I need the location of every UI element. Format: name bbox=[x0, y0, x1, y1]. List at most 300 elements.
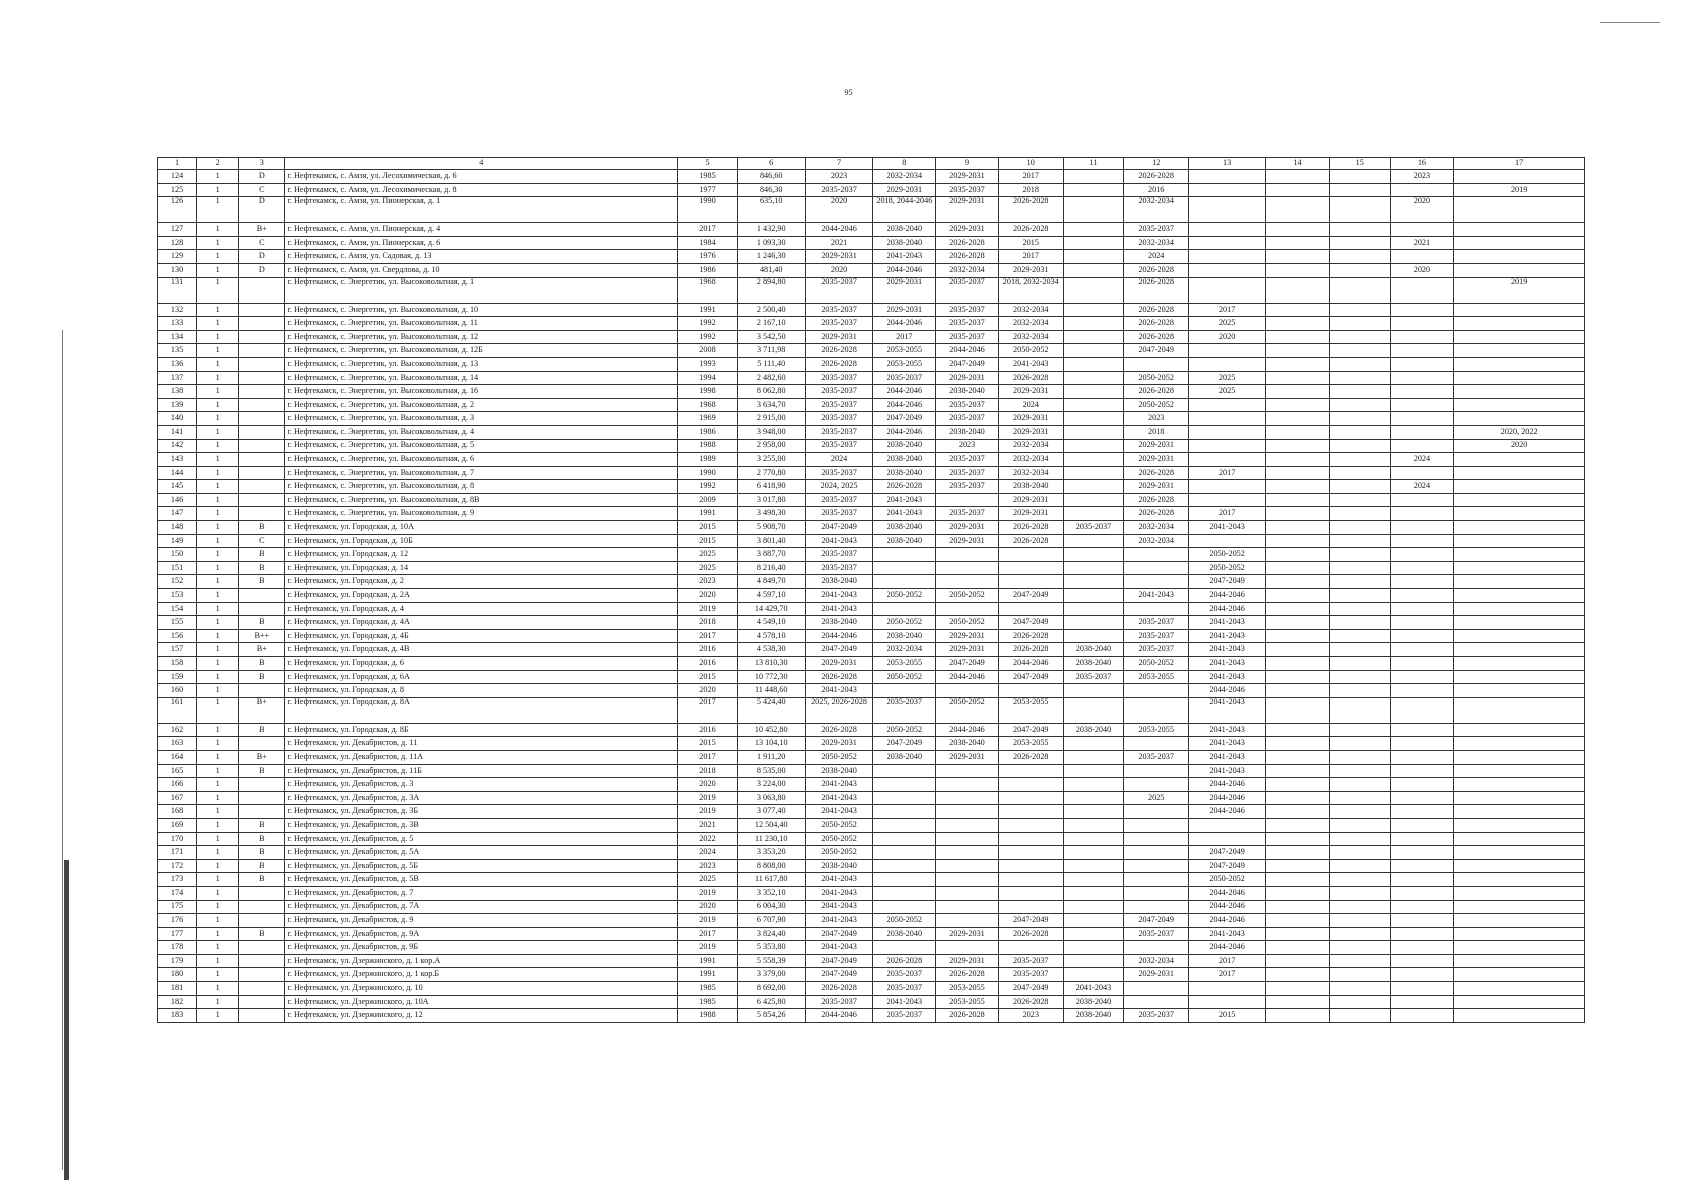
address-cell: г. Нефтекамск, ул. Городская, д. 10А bbox=[285, 521, 678, 535]
table-cell: 2053-2055 bbox=[873, 357, 936, 371]
table-cell bbox=[1390, 412, 1454, 426]
table-cell: 2035-2037 bbox=[936, 277, 999, 303]
table-cell: 2026-2028 bbox=[1124, 493, 1189, 507]
table-cell: 2041-2043 bbox=[805, 941, 873, 955]
table-cell bbox=[1063, 846, 1124, 860]
table-cell: 1 246,30 bbox=[737, 250, 805, 264]
address-cell: г. Нефтекамск, ул. Дзержинского, д. 10 bbox=[285, 982, 678, 996]
table-cell bbox=[998, 873, 1063, 887]
table-cell bbox=[873, 548, 936, 562]
table-cell: 2050-2052 bbox=[936, 697, 999, 723]
table-cell: 165 bbox=[158, 764, 197, 778]
table-cell: 2024 bbox=[678, 846, 738, 860]
table-cell: 124 bbox=[158, 170, 197, 184]
address-cell: г. Нефтекамск, с. Энергетик, ул. Высоковольтная, д. 3 bbox=[285, 412, 678, 426]
table-cell: 2026-2028 bbox=[1124, 466, 1189, 480]
table-cell: 2018 bbox=[998, 183, 1063, 197]
table-cell bbox=[1063, 303, 1124, 317]
table-cell bbox=[873, 791, 936, 805]
table-cell bbox=[1266, 954, 1330, 968]
table-cell: 2035-2037 bbox=[873, 968, 936, 982]
table-cell bbox=[1124, 886, 1189, 900]
table-cell bbox=[1189, 425, 1266, 439]
table-cell bbox=[239, 900, 285, 914]
table-cell: 2035-2037 bbox=[805, 398, 873, 412]
table-cell: 3 379,00 bbox=[737, 968, 805, 982]
table-row bbox=[158, 657, 1585, 671]
table-cell bbox=[1454, 398, 1585, 412]
table-cell bbox=[1390, 873, 1454, 887]
table-cell bbox=[936, 778, 999, 792]
table-cell bbox=[1266, 629, 1330, 643]
table-cell bbox=[1063, 616, 1124, 630]
table-cell bbox=[1390, 466, 1454, 480]
table-cell bbox=[1390, 303, 1454, 317]
table-cell bbox=[1454, 507, 1585, 521]
table-cell bbox=[998, 684, 1063, 698]
table-cell bbox=[1454, 643, 1585, 657]
table-cell: 3 353,20 bbox=[737, 846, 805, 860]
table-cell: 2017 bbox=[1189, 507, 1266, 521]
binding-edge-bar bbox=[64, 860, 69, 1180]
table-cell bbox=[1063, 750, 1124, 764]
table-cell: 2029-2031 bbox=[936, 750, 999, 764]
table-cell: 3 711,98 bbox=[737, 344, 805, 358]
table-cell: 2047-2049 bbox=[1189, 575, 1266, 589]
table-cell: 4 597,10 bbox=[737, 589, 805, 603]
table-cell: 163 bbox=[158, 737, 197, 751]
table-cell: 133 bbox=[158, 317, 197, 331]
table-cell: 139 bbox=[158, 398, 197, 412]
address-cell: г. Нефтекамск, ул. Декабристов, д. 3 bbox=[285, 778, 678, 792]
table-cell: 2041-2043 bbox=[805, 778, 873, 792]
table-cell bbox=[1329, 629, 1390, 643]
table-cell: 3 542,50 bbox=[737, 330, 805, 344]
table-cell bbox=[1329, 357, 1390, 371]
table-cell: 2032-2034 bbox=[998, 330, 1063, 344]
table-cell bbox=[1063, 859, 1124, 873]
column-header-5: 5 bbox=[678, 158, 738, 170]
table-cell: 4 849,70 bbox=[737, 575, 805, 589]
table-cell: 2016 bbox=[678, 657, 738, 671]
table-row bbox=[158, 575, 1585, 589]
table-cell bbox=[1454, 589, 1585, 603]
table-cell bbox=[1329, 385, 1390, 399]
table-cell bbox=[1189, 170, 1266, 184]
table-cell bbox=[1329, 466, 1390, 480]
table-cell bbox=[1124, 357, 1189, 371]
table-cell bbox=[1390, 317, 1454, 331]
table-row bbox=[158, 723, 1585, 737]
table-cell: 151 bbox=[158, 561, 197, 575]
table-cell bbox=[1390, 1009, 1454, 1023]
table-cell: 5 111,40 bbox=[737, 357, 805, 371]
table-cell: 2035-2037 bbox=[936, 466, 999, 480]
table-cell bbox=[936, 575, 999, 589]
table-cell bbox=[1063, 886, 1124, 900]
table-cell bbox=[1390, 575, 1454, 589]
table-row bbox=[158, 303, 1585, 317]
table-cell: 3 077,40 bbox=[737, 805, 805, 819]
table-cell bbox=[1124, 561, 1189, 575]
address-cell: г. Нефтекамск, ул. Городская, д. 2А bbox=[285, 589, 678, 603]
table-cell: 2024, 2025 bbox=[805, 480, 873, 494]
table-cell bbox=[1063, 805, 1124, 819]
table-cell: 2023 bbox=[1390, 170, 1454, 184]
table-cell: B bbox=[239, 832, 285, 846]
table-cell bbox=[998, 764, 1063, 778]
table-cell: 11 448,60 bbox=[737, 684, 805, 698]
table-cell bbox=[239, 493, 285, 507]
table-cell: B bbox=[239, 873, 285, 887]
table-cell: 2044-2046 bbox=[1189, 589, 1266, 603]
table-cell bbox=[1266, 385, 1330, 399]
table-cell bbox=[936, 791, 999, 805]
table-cell: 2020 bbox=[678, 684, 738, 698]
table-cell bbox=[1454, 344, 1585, 358]
table-row bbox=[158, 697, 1585, 723]
table-cell bbox=[1329, 1009, 1390, 1023]
table-row bbox=[158, 900, 1585, 914]
address-cell: г. Нефтекамск, ул. Декабристов, д. 3Б bbox=[285, 805, 678, 819]
table-cell bbox=[1266, 982, 1330, 996]
table-cell bbox=[936, 886, 999, 900]
table-cell bbox=[239, 602, 285, 616]
table-row bbox=[158, 371, 1585, 385]
table-cell: 2050-2052 bbox=[873, 670, 936, 684]
table-cell: 130 bbox=[158, 263, 197, 277]
table-cell bbox=[1266, 643, 1330, 657]
table-cell bbox=[1266, 914, 1330, 928]
table-cell: 131 bbox=[158, 277, 197, 303]
table-cell bbox=[1454, 737, 1585, 751]
table-cell bbox=[1329, 643, 1390, 657]
table-cell bbox=[1266, 886, 1330, 900]
table-cell bbox=[1266, 317, 1330, 331]
table-cell: 2053-2055 bbox=[1124, 723, 1189, 737]
table-cell: 2035-2037 bbox=[805, 548, 873, 562]
address-cell: г. Нефтекамск, с. Амзя, ул. Лесохимическая, д. 8 bbox=[285, 183, 678, 197]
table-cell: 2029-2031 bbox=[1124, 480, 1189, 494]
table-cell bbox=[1124, 941, 1189, 955]
table-cell: 2050-2052 bbox=[805, 832, 873, 846]
table-row bbox=[158, 412, 1585, 426]
table-cell bbox=[1189, 818, 1266, 832]
table-cell bbox=[1454, 561, 1585, 575]
table-cell: 635,10 bbox=[737, 197, 805, 223]
table-cell: 1 bbox=[197, 873, 239, 887]
table-cell: 2016 bbox=[678, 723, 738, 737]
table-cell bbox=[1266, 263, 1330, 277]
table-cell bbox=[1390, 277, 1454, 303]
table-cell bbox=[1454, 453, 1585, 467]
table-cell: 2044-2046 bbox=[936, 723, 999, 737]
table-cell bbox=[873, 778, 936, 792]
table-row bbox=[158, 941, 1585, 955]
table-cell: 2035-2037 bbox=[873, 982, 936, 996]
table-cell: D bbox=[239, 197, 285, 223]
table-cell bbox=[1454, 385, 1585, 399]
table-cell bbox=[1266, 846, 1330, 860]
table-cell: 2009 bbox=[678, 493, 738, 507]
table-cell bbox=[1454, 466, 1585, 480]
table-cell bbox=[1266, 750, 1330, 764]
table-cell bbox=[1454, 629, 1585, 643]
table-cell: 1 bbox=[197, 425, 239, 439]
table-cell: 2035-2037 bbox=[936, 412, 999, 426]
table-cell: 2047-2049 bbox=[1189, 846, 1266, 860]
table-cell bbox=[239, 684, 285, 698]
table-cell: D bbox=[239, 250, 285, 264]
table-cell bbox=[1266, 1009, 1330, 1023]
table-cell: 126 bbox=[158, 197, 197, 223]
table-cell: 1985 bbox=[678, 982, 738, 996]
address-cell: г. Нефтекамск, с. Энергетик, ул. Высоковольтная, д. 13 bbox=[285, 357, 678, 371]
table-cell bbox=[1390, 846, 1454, 860]
table-cell bbox=[998, 778, 1063, 792]
table-cell bbox=[1390, 886, 1454, 900]
table-cell: B bbox=[239, 846, 285, 860]
table-cell: B bbox=[239, 657, 285, 671]
table-cell bbox=[1189, 223, 1266, 237]
housing-repair-schedule-table bbox=[157, 157, 1585, 1023]
table-cell: 2026-2028 bbox=[998, 197, 1063, 223]
table-cell: 2032-2034 bbox=[998, 317, 1063, 331]
table-cell bbox=[1329, 657, 1390, 671]
table-row bbox=[158, 927, 1585, 941]
table-cell: 2035-2037 bbox=[805, 412, 873, 426]
table-cell bbox=[873, 873, 936, 887]
table-cell bbox=[1189, 534, 1266, 548]
table-cell: 1 bbox=[197, 521, 239, 535]
table-cell: 2020, 2022 bbox=[1454, 425, 1585, 439]
table-cell bbox=[1390, 629, 1454, 643]
table-cell: 2 958,00 bbox=[737, 439, 805, 453]
table-cell: 10 452,80 bbox=[737, 723, 805, 737]
table-cell bbox=[1454, 764, 1585, 778]
table-cell: 846,30 bbox=[737, 183, 805, 197]
table-cell bbox=[1329, 723, 1390, 737]
table-cell: 1 bbox=[197, 480, 239, 494]
table-cell bbox=[1124, 982, 1189, 996]
table-cell bbox=[1390, 657, 1454, 671]
table-cell: 2041-2043 bbox=[1189, 643, 1266, 657]
address-cell: г. Нефтекамск, ул. Городская, д. 8А bbox=[285, 697, 678, 723]
table-cell: 2038-2040 bbox=[873, 521, 936, 535]
table-row bbox=[158, 277, 1585, 303]
table-cell: 2047-2049 bbox=[805, 954, 873, 968]
table-cell: 2038-2040 bbox=[873, 236, 936, 250]
table-cell: 2035-2037 bbox=[998, 954, 1063, 968]
table-row bbox=[158, 493, 1585, 507]
table-cell: 6 418,90 bbox=[737, 480, 805, 494]
table-cell: 164 bbox=[158, 750, 197, 764]
table-cell bbox=[998, 859, 1063, 873]
address-cell: г. Нефтекамск, ул. Городская, д. 2 bbox=[285, 575, 678, 589]
table-cell bbox=[1063, 914, 1124, 928]
table-cell: 2047-2049 bbox=[998, 982, 1063, 996]
address-cell: г. Нефтекамск, ул. Городская, д. 14 bbox=[285, 561, 678, 575]
table-cell bbox=[1329, 317, 1390, 331]
table-cell: 5 854,26 bbox=[737, 1009, 805, 1023]
table-row bbox=[158, 236, 1585, 250]
table-cell bbox=[1454, 995, 1585, 1009]
table-cell: 2015 bbox=[678, 670, 738, 684]
table-cell: 1985 bbox=[678, 995, 738, 1009]
table-cell bbox=[1390, 643, 1454, 657]
table-cell bbox=[1063, 344, 1124, 358]
table-cell bbox=[1063, 250, 1124, 264]
table-cell: 2025 bbox=[1189, 317, 1266, 331]
table-cell: 2020 bbox=[678, 900, 738, 914]
table-cell: 1993 bbox=[678, 357, 738, 371]
table-cell bbox=[1063, 371, 1124, 385]
address-cell: г. Нефтекамск, ул. Дзержинского, д. 12 bbox=[285, 1009, 678, 1023]
table-cell: 2041-2043 bbox=[1189, 723, 1266, 737]
table-cell: 2035-2037 bbox=[805, 425, 873, 439]
column-header-11: 11 bbox=[1063, 158, 1124, 170]
table-cell bbox=[1124, 575, 1189, 589]
table-cell bbox=[1329, 684, 1390, 698]
table-cell bbox=[239, 480, 285, 494]
table-cell: 2053-2055 bbox=[936, 982, 999, 996]
table-cell: 2018, 2032-2034 bbox=[998, 277, 1063, 303]
table-cell: 2017 bbox=[998, 170, 1063, 184]
table-cell: 2017 bbox=[1189, 954, 1266, 968]
table-cell: 2050-2052 bbox=[1124, 657, 1189, 671]
table-cell: 129 bbox=[158, 250, 197, 264]
address-cell: г. Нефтекамск, ул. Декабристов, д. 3В bbox=[285, 818, 678, 832]
table-cell bbox=[239, 886, 285, 900]
table-cell: 172 bbox=[158, 859, 197, 873]
table-cell: 2038-2040 bbox=[873, 750, 936, 764]
table-cell: 2032-2034 bbox=[1124, 534, 1189, 548]
address-cell: г. Нефтекамск, с. Энергетик, ул. Высоковольтная, д. 16 bbox=[285, 385, 678, 399]
table-cell: 2035-2037 bbox=[936, 183, 999, 197]
table-cell: 1 bbox=[197, 791, 239, 805]
table-cell: 4 538,30 bbox=[737, 643, 805, 657]
table-cell: 2050-2052 bbox=[936, 589, 999, 603]
table-cell: 2041-2043 bbox=[805, 886, 873, 900]
table-row bbox=[158, 223, 1585, 237]
table-cell bbox=[1266, 223, 1330, 237]
table-cell: 2032-2034 bbox=[998, 466, 1063, 480]
table-cell bbox=[1390, 791, 1454, 805]
table-cell: 1977 bbox=[678, 183, 738, 197]
table-cell: 14 429,70 bbox=[737, 602, 805, 616]
table-cell bbox=[1063, 466, 1124, 480]
table-cell: 127 bbox=[158, 223, 197, 237]
table-cell bbox=[1390, 357, 1454, 371]
table-cell: 2035-2037 bbox=[936, 398, 999, 412]
table-cell: 2017 bbox=[998, 250, 1063, 264]
table-cell: 2019 bbox=[1454, 183, 1585, 197]
table-cell: 169 bbox=[158, 818, 197, 832]
table-cell: 179 bbox=[158, 954, 197, 968]
table-cell bbox=[1390, 534, 1454, 548]
address-cell: г. Нефтекамск, ул. Городская, д. 6А bbox=[285, 670, 678, 684]
table-cell bbox=[1063, 873, 1124, 887]
table-cell: 149 bbox=[158, 534, 197, 548]
address-cell: г. Нефтекамск, ул. Декабристов, д. 5 bbox=[285, 832, 678, 846]
table-cell: 2050-2052 bbox=[936, 616, 999, 630]
table-cell: 2029-2031 bbox=[805, 657, 873, 671]
table-cell: 1989 bbox=[678, 453, 738, 467]
table-cell: 2041-2043 bbox=[805, 805, 873, 819]
table-cell bbox=[1329, 548, 1390, 562]
table-cell bbox=[1266, 170, 1330, 184]
table-cell: 2035-2037 bbox=[805, 493, 873, 507]
table-cell: 178 bbox=[158, 941, 197, 955]
table-cell: 12 504,40 bbox=[737, 818, 805, 832]
table-row bbox=[158, 507, 1585, 521]
address-cell: г. Нефтекамск, с. Амзя, ул. Пионерская, д. 1 bbox=[285, 197, 678, 223]
table-cell: 4 578,10 bbox=[737, 629, 805, 643]
table-cell bbox=[1329, 927, 1390, 941]
table-cell bbox=[1189, 357, 1266, 371]
column-header-16: 16 bbox=[1390, 158, 1454, 170]
address-cell: г. Нефтекамск, с. Амзя, ул. Пионерская, д. 4 bbox=[285, 223, 678, 237]
table-cell: 1 bbox=[197, 197, 239, 223]
table-row bbox=[158, 968, 1585, 982]
table-cell: 2038-2040 bbox=[873, 453, 936, 467]
table-cell: 2032-2034 bbox=[873, 643, 936, 657]
table-cell: 2041-2043 bbox=[998, 357, 1063, 371]
table-cell: 8 062,80 bbox=[737, 385, 805, 399]
address-cell: г. Нефтекамск, ул. Декабристов, д. 5Б bbox=[285, 859, 678, 873]
table-cell bbox=[1329, 330, 1390, 344]
table-cell: 2041-2043 bbox=[1189, 616, 1266, 630]
table-cell: 2029-2031 bbox=[998, 507, 1063, 521]
table-cell: 2044-2046 bbox=[936, 670, 999, 684]
table-cell: 2 167,10 bbox=[737, 317, 805, 331]
table-cell bbox=[1390, 561, 1454, 575]
table-row bbox=[158, 561, 1585, 575]
table-cell bbox=[1329, 846, 1390, 860]
table-cell: 11 230,10 bbox=[737, 832, 805, 846]
table-cell: 2020 bbox=[678, 589, 738, 603]
table-cell: 2017 bbox=[678, 927, 738, 941]
table-cell: 2050-2052 bbox=[998, 344, 1063, 358]
table-cell: 2029-2031 bbox=[998, 493, 1063, 507]
table-cell bbox=[1454, 223, 1585, 237]
table-cell bbox=[1124, 832, 1189, 846]
table-cell: 2047-2049 bbox=[1124, 344, 1189, 358]
table-cell: 1 bbox=[197, 941, 239, 955]
table-cell bbox=[1063, 439, 1124, 453]
table-cell: 1 bbox=[197, 493, 239, 507]
table-row bbox=[158, 750, 1585, 764]
table-cell: 2032-2034 bbox=[998, 453, 1063, 467]
table-cell bbox=[873, 684, 936, 698]
table-cell: 2029-2031 bbox=[936, 629, 999, 643]
table-cell: B+ bbox=[239, 643, 285, 657]
table-cell bbox=[1329, 832, 1390, 846]
table-cell: 2015 bbox=[678, 534, 738, 548]
table-cell bbox=[1063, 183, 1124, 197]
table-cell: 2050-2052 bbox=[1189, 873, 1266, 887]
address-cell: г. Нефтекамск, ул. Городская, д. 4 bbox=[285, 602, 678, 616]
table-cell bbox=[1454, 723, 1585, 737]
table-cell: B+ bbox=[239, 223, 285, 237]
table-cell: 2026-2028 bbox=[998, 629, 1063, 643]
table-cell bbox=[1266, 832, 1330, 846]
table-cell: 128 bbox=[158, 236, 197, 250]
address-cell: г. Нефтекамск, с. Энергетик, ул. Высоковольтная, д. 1 bbox=[285, 277, 678, 303]
address-cell: г. Нефтекамск, с. Энергетик, ул. Высоковольтная, д. 8 bbox=[285, 480, 678, 494]
table-cell: 2035-2037 bbox=[998, 968, 1063, 982]
table-cell bbox=[1266, 575, 1330, 589]
